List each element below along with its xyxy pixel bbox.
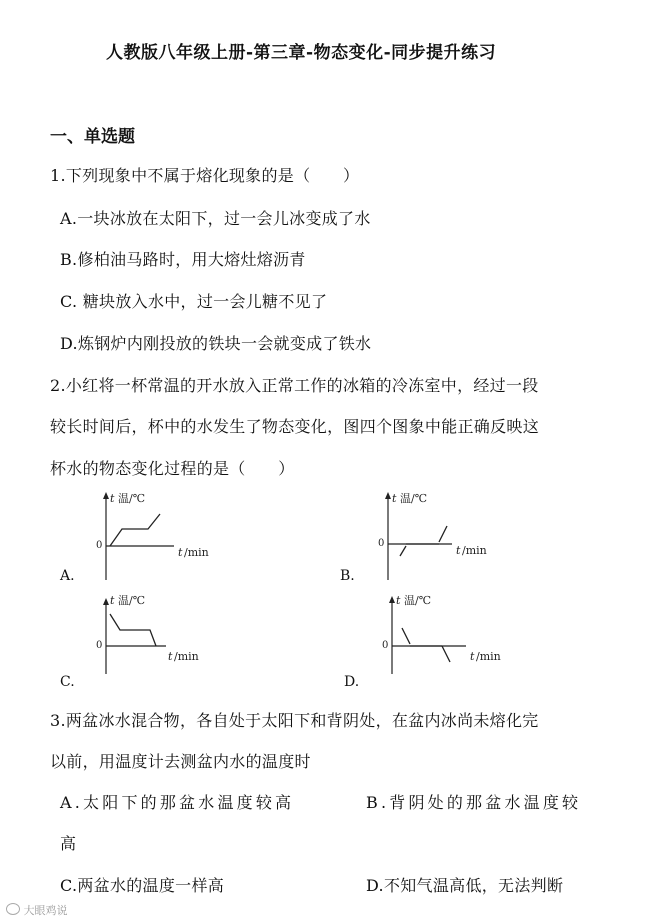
graph-b-x-unit: /min	[462, 544, 487, 557]
graph-d-origin: 0	[382, 640, 389, 651]
graph-a-label: A.	[60, 568, 75, 584]
graph-c-x-t: t	[168, 650, 173, 663]
question-1-stem: 1.下列现象中不属于熔化现象的是（ ）	[50, 166, 360, 185]
graph-b-segment-3	[439, 526, 447, 542]
graph-b-y-unit: 温/℃	[400, 492, 428, 505]
graph-a-origin: 0	[96, 540, 103, 551]
graph-c-x-unit: /min	[174, 650, 199, 663]
graph-d-y-arrow	[389, 596, 395, 603]
graph-a-curve	[110, 514, 160, 546]
question-1-option-a: A.一块冰放在太阳下，过一会儿冰变成了水	[60, 209, 371, 228]
question-1-option-d: D.炼钢炉内刚投放的铁块一会就变成了铁水	[60, 334, 372, 353]
graph-d-segment-1	[402, 628, 410, 644]
question-1-option-b: B.修柏油马路时，用大熔灶熔沥青	[60, 250, 306, 269]
question-3-option-b-continued: 高	[60, 834, 77, 853]
graph-c-y-arrow	[103, 598, 109, 605]
question-1-option-c: C. 糖块放入水中，过一会儿糖不见了	[60, 292, 328, 311]
section-heading: 一、单选题	[50, 127, 135, 147]
question-3-line-1: 3.两盆冰水混合物，各自处于太阳下和背阴处，在盆内冰尚未熔化完	[50, 711, 539, 730]
graph-c-label: C.	[60, 674, 75, 690]
graph-c-origin: 0	[96, 640, 103, 651]
watermark	[6, 902, 68, 918]
graph-b-segment-1	[400, 546, 406, 556]
graph-d-y-unit: 温/℃	[404, 594, 432, 607]
question-3-line-2: 以前，用温度计去测盆内水的温度时	[50, 752, 311, 771]
graph-a-y-arrow	[103, 492, 109, 499]
graph-c	[90, 590, 240, 690]
graph-b-t-label: t	[392, 492, 397, 505]
graph-b-label: B.	[340, 568, 355, 584]
graph-a-y-unit: 温/℃	[118, 492, 146, 505]
page-title: 人教版八年级上册-第三章-物态变化-同步提升练习	[106, 43, 497, 63]
graph-d-label: D.	[344, 674, 360, 690]
graph-b-origin: 0	[378, 538, 385, 549]
graph-a	[88, 484, 238, 584]
graph-a-x-t: t	[178, 546, 183, 559]
graph-c-curve	[110, 614, 156, 646]
graph-b	[364, 484, 514, 584]
question-2-line-1: 2.小红将一杯常温的开水放入正常工作的冰箱的冷冻室中，经过一段	[50, 376, 539, 395]
watermark-text: 大眼鸡说	[23, 904, 68, 917]
question-3-option-c: C.两盆水的温度一样高	[60, 876, 225, 895]
question-2-line-2: 较长时间后，杯中的水发生了物态变化，图四个图象中能正确反映这	[50, 417, 540, 436]
graph-d	[370, 588, 520, 688]
graph-a-x-unit: /min	[184, 546, 209, 559]
question-3-option-a: A.太阳下的那盆水温度较高	[60, 793, 295, 812]
question-3-option-b: B.背阴处的那盆水温度较	[366, 793, 582, 812]
graph-b-x-t: t	[456, 544, 461, 557]
question-3-option-d: D.不知气温高低，无法判断	[366, 876, 564, 895]
graph-d-segment-3	[442, 646, 450, 662]
graph-b-y-arrow	[385, 492, 391, 499]
graph-d-x-t: t	[470, 650, 475, 663]
graph-d-t-label: t	[396, 594, 401, 607]
question-2-line-3: 杯水的物态变化过程的是（ ）	[50, 459, 295, 478]
watermark-icon	[6, 903, 20, 915]
graph-a-t-label: t	[110, 492, 115, 505]
graph-c-y-unit: 温/℃	[118, 594, 146, 607]
graph-c-t-label: t	[110, 594, 115, 607]
graph-d-x-unit: /min	[476, 650, 501, 663]
